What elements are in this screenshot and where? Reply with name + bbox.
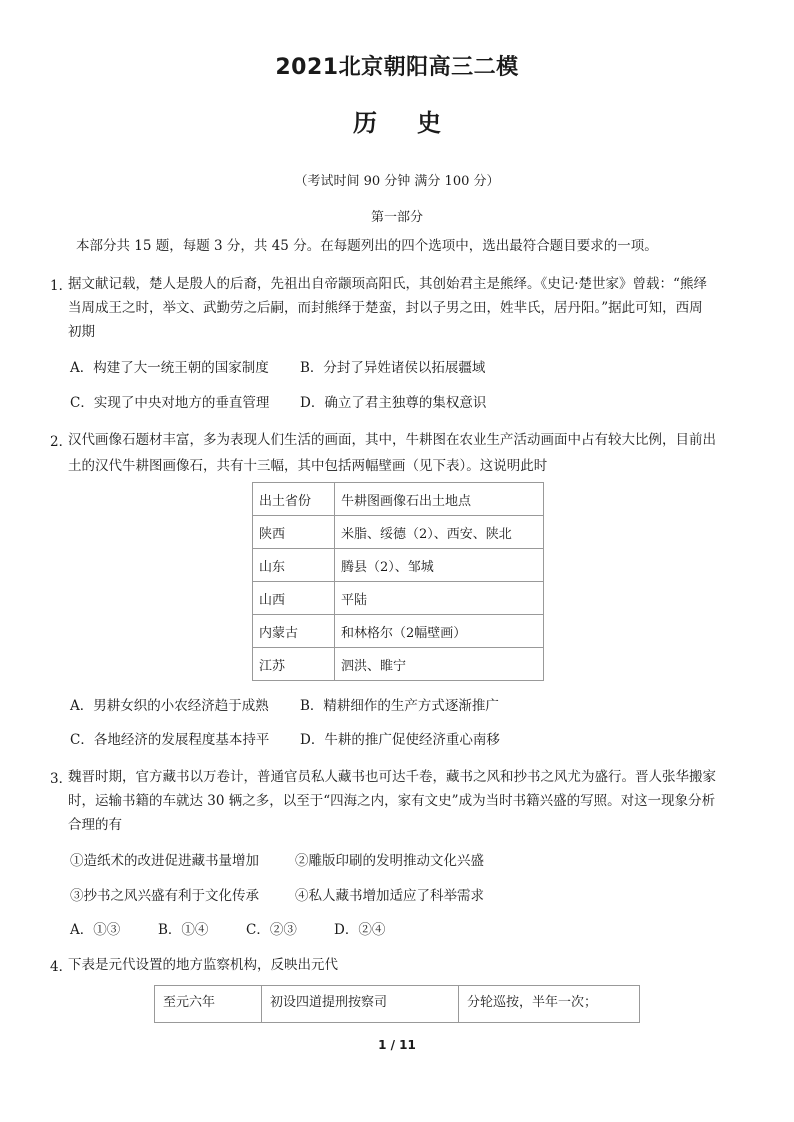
q3-stem-line1: 魏晋时期，官方藏书以万卷计，普通官员私人藏书也可达千卷，藏书之风和抄书之风尤为盛行。晋人张华搬家 [68,769,716,785]
q3-item-2: ②雕版印刷的发明推动文化兴盛 [295,853,484,869]
q2-option-b: B．精耕细作的生产方式逐渐推广 [300,698,499,714]
table-row [253,615,544,648]
table-cell: 陕西 [253,516,335,549]
page-number: 1 / 11 [378,1038,416,1052]
q1-number: 1． [50,278,73,294]
table-row [253,516,544,549]
table-cell: 和林格尔（2幅壁画） [335,615,544,648]
q3-number: 3． [50,771,73,787]
q2-option-c: C．各地经济的发展程度基本持平 [70,732,270,748]
table-row [253,582,544,615]
part-heading: 第一部分 [370,210,423,225]
table-cell: 牛耕图画像石出土地点 [335,483,544,516]
q2-table [252,482,544,681]
q2-option-a: A．男耕女织的小农经济趋于成熟 [70,698,269,714]
table-cell: 分轮巡按，半年一次； [459,986,640,1023]
table-cell: 腾县（2）、邹城 [335,549,544,582]
instructions: 本部分共 15 题，每题 3 分，共 45 分。在每题列出的四个选项中，选出最符合题目要求的一项。 [76,238,658,254]
table-cell: 出土省份 [253,483,335,516]
table-cell: 米脂、绥德（2）、西安、陕北 [335,516,544,549]
subject-title: 历史 [353,109,481,137]
q1-stem-line2: 当周成王之时，举文、武勤劳之后嗣，而封熊绎于楚蛮，封以子男之田，姓芈氏，居丹阳。”据此可知，西周 [68,300,703,316]
q1-option-a: A．构建了大一统王朝的国家制度 [70,360,269,376]
q3-item-4: ④私人藏书增加适应了科举需求 [295,888,484,904]
table-cell: 山东 [253,549,335,582]
q1-option-c: C．实现了中央对地方的垂直管理 [70,395,270,411]
q2-stem-line1: 汉代画像石题材丰富，多为表现人们生活的画面，其中，牛耕图在农业生产活动画面中占有较大比例，目前出 [68,432,716,448]
exam-info: （考试时间 90 分钟 满分 100 分） [294,174,500,189]
table-cell: 初设四道提刑按察司 [262,986,459,1023]
q1-stem-line3: 初期 [68,324,95,340]
table-cell: 山西 [253,582,335,615]
q3-option-c: C．②③ [246,922,297,938]
table-row [253,648,544,681]
table-row [253,549,544,582]
q1-option-d: D．确立了君主独尊的集权意识 [300,395,487,411]
q2-stem-line2: 土的汉代牛耕图画像石，共有十三幅，其中包括两幅壁画（见下表）。这说明此时 [68,458,548,474]
table-cell: 内蒙古 [253,615,335,648]
exam-title: 2021北京朝阳高三二模 [275,55,519,80]
table-cell: 平陆 [335,582,544,615]
table-cell: 江苏 [253,648,335,681]
q2-number: 2． [50,434,73,450]
q1-option-b: B．分封了异姓诸侯以拓展疆域 [300,360,486,376]
q3-stem-line2: 时，运输书籍的车就达 30 辆之多，以至于“四海之内，家有文史”成为当时书籍兴盛的写照。对这一现象分析 [68,793,716,809]
table-row [155,986,640,1023]
q3-option-b: B．①④ [158,922,209,938]
q3-option-d: D．②④ [334,922,386,938]
q4-stem-line1: 下表是元代设置的地方监察机构，反映出元代 [68,957,338,973]
q3-item-1: ①造纸术的改进促进藏书量增加 [70,853,259,869]
q1-stem-line1: 据文献记载，楚人是殷人的后裔，先祖出自帝颛顼高阳氏，其创始君主是熊绎。《史记·楚世家》曾载：“熊绎 [68,276,707,292]
q3-stem-line3: 合理的有 [68,817,122,833]
table-cell: 至元六年 [155,986,262,1023]
q2-option-d: D．牛耕的推广促使经济重心南移 [300,732,500,748]
table-row [253,483,544,516]
q3-option-a: A．①③ [70,922,121,938]
table-cell: 泗洪、睢宁 [335,648,544,681]
q4-number: 4． [50,959,73,975]
q4-table [154,985,640,1023]
q3-item-3: ③抄书之风兴盛有利于文化传承 [70,888,259,904]
